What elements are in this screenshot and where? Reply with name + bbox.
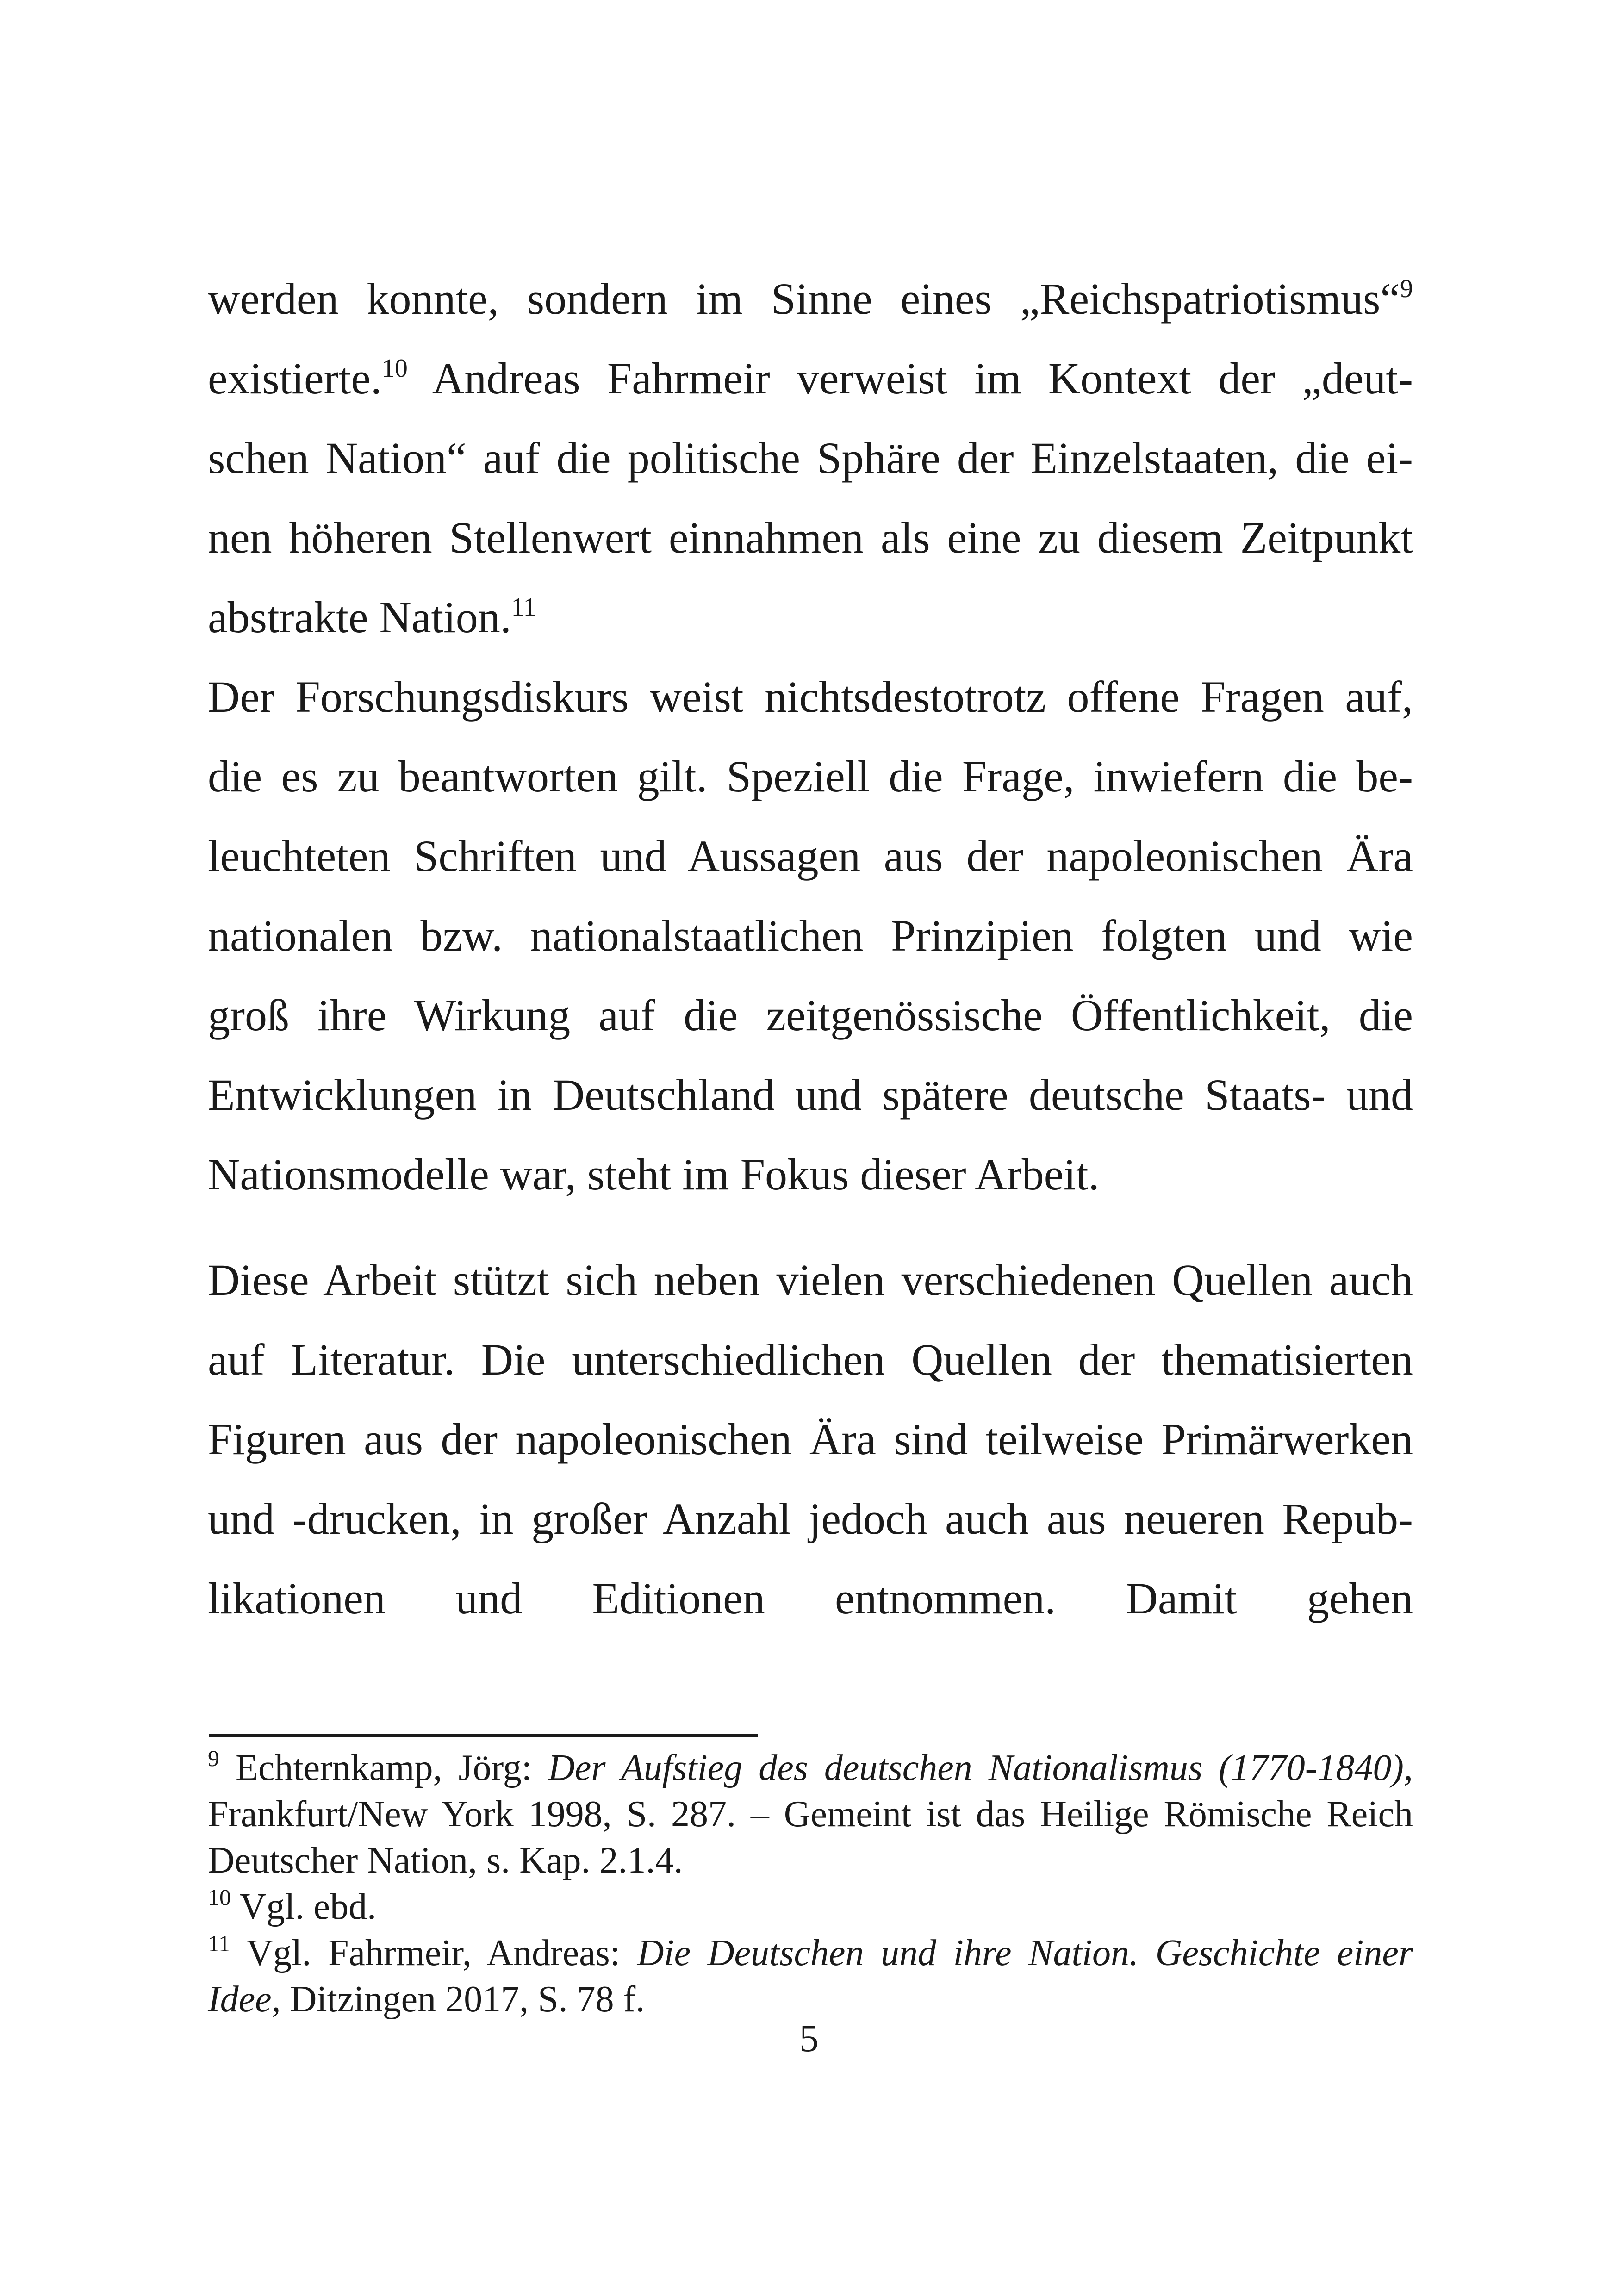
footnote-ref-11[interactable]: 11	[511, 593, 536, 622]
paragraph-3-line-1: Diese Arbeit stützt sich neben vielen verschiedenen Quellen auch	[208, 1255, 1413, 1305]
text-run: , Ditzingen 2017, S. 78 f.	[271, 1979, 645, 2020]
paragraph-2-line-1: Der Forschungsdiskurs weist nichtsdestotrotz offene Fragen auf,	[208, 672, 1413, 722]
paragraph-1-line-1	[208, 259, 1413, 339]
footnote-number-10: 10	[208, 1884, 231, 1910]
footnote-author: Echternkamp, Jörg:	[219, 1748, 548, 1788]
paragraph-2-line-3: leuchteten Schriften und Aussagen aus der napoleonischen Ära	[208, 831, 1413, 881]
footnote-11-line-1	[208, 1930, 1413, 1976]
footnote-ref-10[interactable]: 10	[381, 354, 408, 383]
footnote-title: Idee	[208, 1979, 272, 2020]
footnotes-section	[208, 1745, 1413, 2022]
paragraph-1-line-5	[208, 578, 1413, 657]
footnote-number-11: 11	[208, 1930, 230, 1956]
paragraph-1-line-2	[208, 339, 1413, 418]
footnote-author: Vgl. Fahrmeir, Andreas:	[230, 1933, 637, 1973]
footnote-separator	[209, 1734, 758, 1737]
paragraph-2-line-6: Entwicklungen in Deutschland und spätere deutsche Staats- und	[208, 1070, 1413, 1120]
paragraph-3-line-2: auf Literatur. Die unterschiedlichen Quellen der thematisierten	[208, 1335, 1413, 1384]
page-number: 5	[799, 2017, 819, 2060]
text-run: Andreas Fahrmeir verweist im Kontext der „deut-	[407, 354, 1413, 403]
text-run: abstrakte Nation.	[208, 592, 511, 642]
paragraph-3-line-5: likationen und Editionen entnommen. Damit gehen	[208, 1574, 1413, 1623]
footnote-title: Die Deutschen und ihre Nation. Geschichte einer	[637, 1933, 1413, 1973]
footnote-number-9: 9	[208, 1745, 219, 1771]
paragraph-spacing	[208, 1214, 1413, 1240]
paragraph-2-line-5: groß ihre Wirkung auf die zeitgenössische Öffentlichkeit, die	[208, 990, 1413, 1040]
footnote-text: Vgl. ebd.	[231, 1886, 377, 1927]
paragraph-2-line-7: Nationsmodelle war, steht im Fokus dieser Arbeit.	[208, 1150, 1100, 1199]
main-text	[208, 259, 1413, 1638]
paragraph-3-line-4: und -drucken, in großer Anzahl jedoch auch aus neueren Repub-	[208, 1494, 1413, 1543]
paragraph-1-line-3: schen Nation“ auf die politische Sphäre der Einzelstaaten, die ei-	[208, 433, 1413, 483]
text-run: werden konnte, sondern im Sinne eines „Reichspatriotismus“	[208, 274, 1400, 324]
paragraph-2-line-2: die es zu beantworten gilt. Speziell die Frage, inwiefern die be-	[208, 752, 1413, 801]
footnote-title: Der Aufstieg des deutschen Nationalismus (1770-1840)	[548, 1748, 1404, 1788]
text-run: ,	[1404, 1748, 1413, 1788]
footnote-10	[208, 1884, 1413, 1930]
text-run: existierte.	[208, 354, 382, 403]
footnote-ref-9[interactable]: 9	[1400, 274, 1413, 303]
paragraph-3-line-3: Figuren aus der napoleonischen Ära sind teilweise Primärwerken	[208, 1414, 1413, 1464]
paragraph-1-line-4: nen höheren Stellenwert einnahmen als eine zu diesem Zeitpunkt	[208, 513, 1413, 562]
paragraph-2-line-4: nationalen bzw. nationalstaatlichen Prinzipien folgten und wie	[208, 911, 1413, 960]
footnote-9-line-3: Deutscher Nation, s. Kap. 2.1.4.	[208, 1840, 683, 1881]
footnote-9-line-1	[208, 1745, 1413, 1791]
footnote-9-line-2: Frankfurt/New York 1998, S. 287. – Gemeint ist das Heilige Römische Reich	[208, 1794, 1413, 1835]
